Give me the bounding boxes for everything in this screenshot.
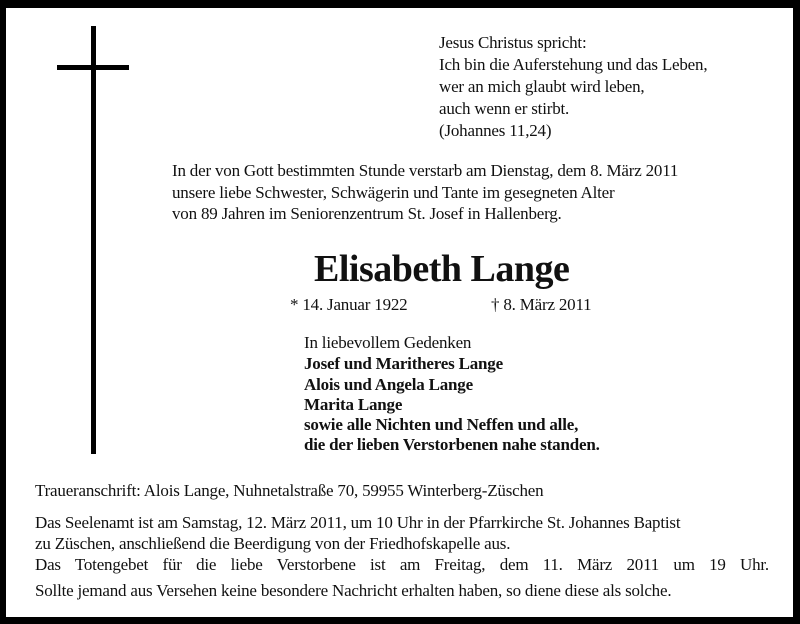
death-date: † 8. März 2011 — [491, 295, 592, 314]
cross-icon-bar — [57, 65, 129, 70]
mourning-address: Traueranschrift: Alois Lange, Nuhnetalstraße 70, 59955 Winterberg-Züschen — [35, 481, 544, 500]
mourner-line: Alois und Angela Lange — [304, 375, 473, 394]
quote-line: Jesus Christus spricht: — [439, 33, 587, 52]
obituary-notice — [6, 8, 793, 617]
quote-line: Ich bin die Auferstehung und das Leben, — [439, 55, 708, 74]
service-line: zu Züschen, anschließend die Beerdigung von der Friedhofskapelle aus. — [35, 534, 511, 553]
cross-icon — [91, 26, 96, 454]
mourners-heading: In liebevollem Gedenken — [304, 333, 472, 352]
mourner-line: Josef und Maritheres Lange — [304, 354, 503, 373]
deceased-name: Elisabeth Lange — [314, 248, 570, 290]
intro-line: von 89 Jahren im Seniorenzentrum St. Josef in Hallenberg. — [172, 204, 562, 223]
mourner-line: Marita Lange — [304, 395, 403, 414]
service-line: Das Seelenamt ist am Samstag, 12. März 2011, um 10 Uhr in der Pfarrkirche St. Johannes Baptist — [35, 513, 681, 532]
quote-citation: (Johannes 11,24) — [439, 121, 552, 140]
mourner-line: die der lieben Verstorbenen nahe standen. — [304, 435, 600, 454]
closing-note: Sollte jemand aus Versehen keine besondere Nachricht erhalten haben, so diene diese als solche. — [35, 581, 672, 600]
quote-line: wer an mich glaubt wird leben, — [439, 77, 645, 96]
intro-line: unsere liebe Schwester, Schwägerin und Tante im gesegneten Alter — [172, 183, 615, 202]
quote-line: auch wenn er stirbt. — [439, 99, 570, 118]
intro-line: In der von Gott bestimmten Stunde verstarb am Dienstag, dem 8. März 2011 — [172, 161, 679, 180]
birth-date: * 14. Januar 1922 — [290, 295, 408, 314]
service-line: Das Totengebet für die liebe Verstorbene ist am Freitag, dem 11. März 2011 um 19 Uhr. — [35, 555, 769, 574]
mourner-line: sowie alle Nichten und Neffen und alle, — [304, 415, 579, 434]
